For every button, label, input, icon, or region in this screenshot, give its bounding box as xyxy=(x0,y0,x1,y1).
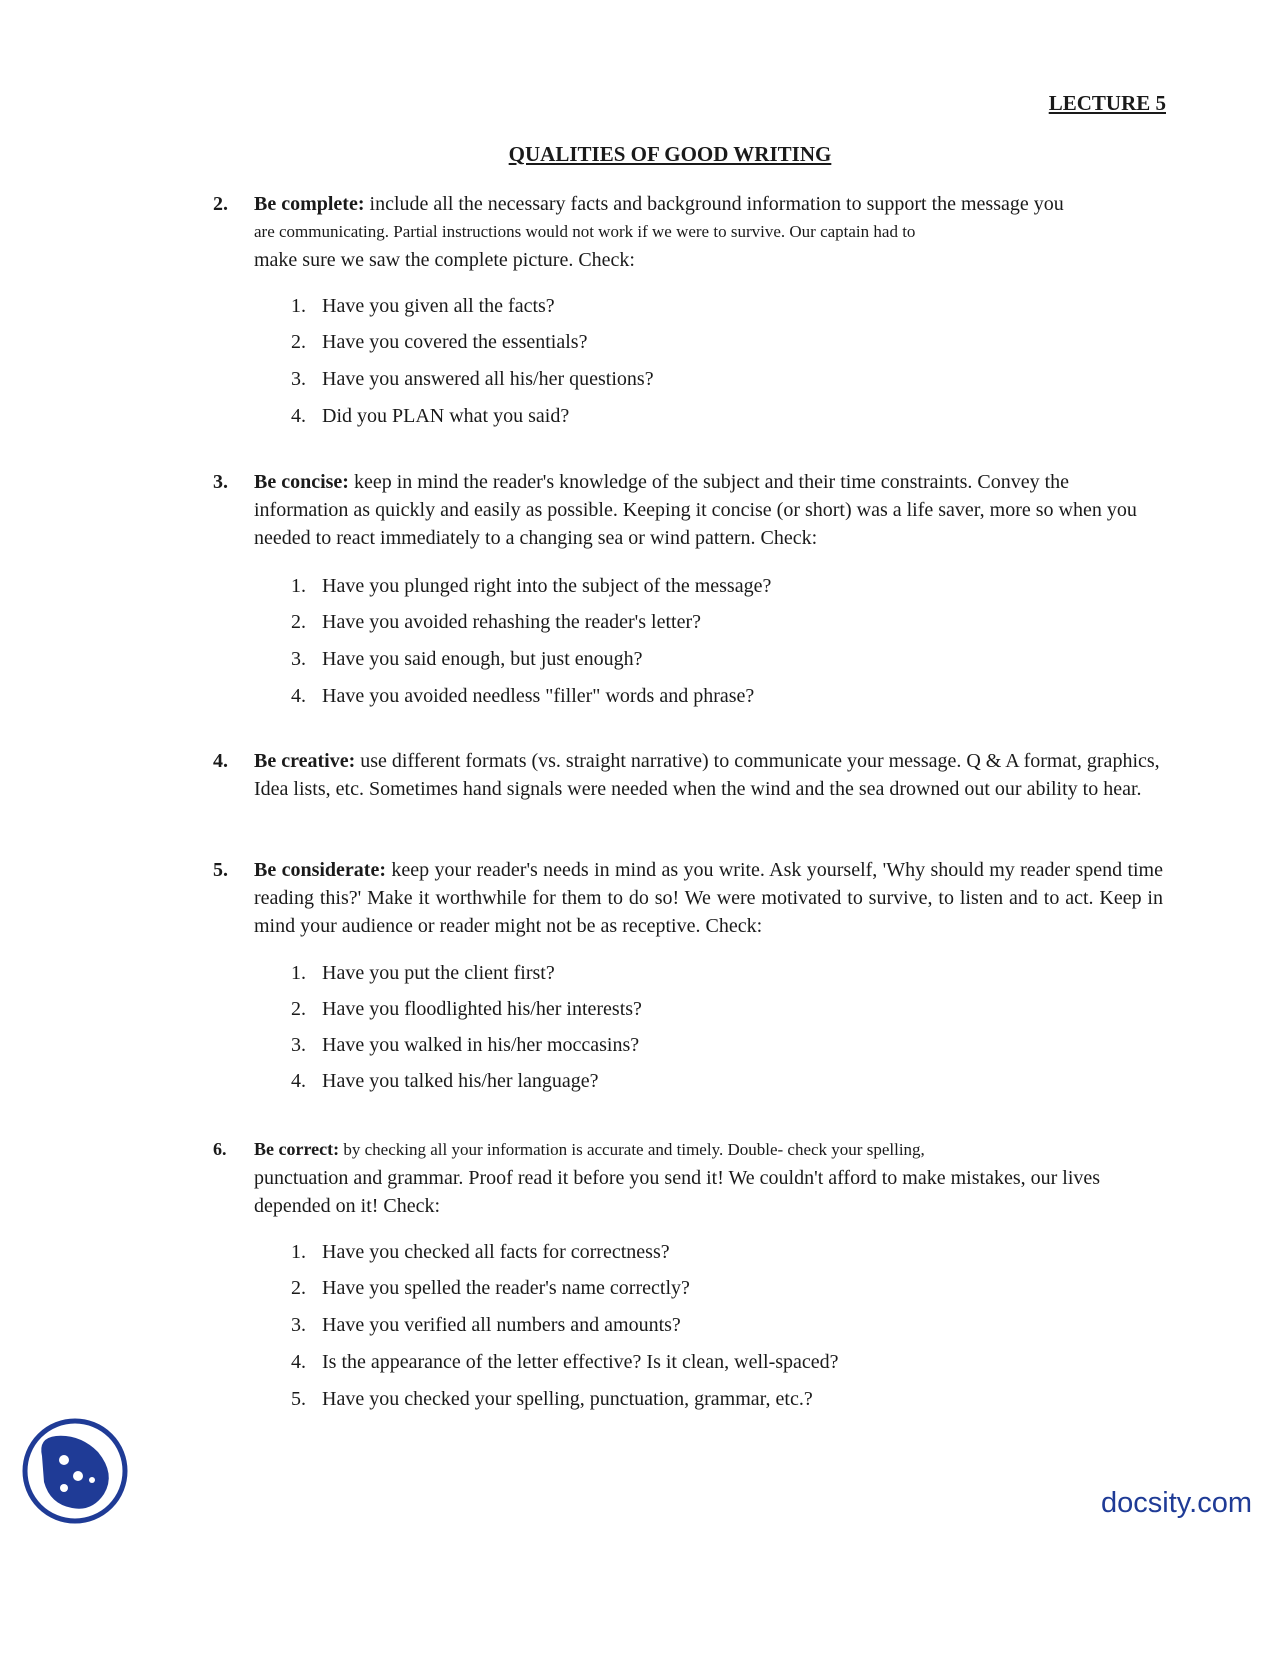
section-body xyxy=(254,856,1163,940)
checklist-text: Have you said enough, but just enough? xyxy=(322,648,643,670)
lecture-label: LECTURE 5 xyxy=(1048,91,1166,115)
checklist-text: Have you checked your spelling, punctuation, grammar, etc.? xyxy=(322,1388,813,1410)
checklist-text: Have you avoided rehashing the reader's letter? xyxy=(322,611,701,633)
checklist-number: 4. xyxy=(291,685,306,707)
section-be-creative xyxy=(213,747,1163,803)
section-body xyxy=(254,190,1163,274)
section-body xyxy=(254,747,1163,803)
checklist-be-concise xyxy=(278,575,1158,707)
checklist-text: Have you walked in his/her moccasins? xyxy=(322,1034,640,1056)
checklist-text: Have you verified all numbers and amounts? xyxy=(322,1314,681,1336)
section-heading: Be complete: xyxy=(254,193,365,215)
checklist-number: 1. xyxy=(291,1241,306,1263)
section-number: 3. xyxy=(213,471,228,493)
checklist-number: 2. xyxy=(291,1277,306,1299)
page-title: QUALITIES OF GOOD WRITING xyxy=(508,142,832,166)
section-text: make sure we saw the complete picture. Check: xyxy=(254,249,635,271)
checklist-number: 2. xyxy=(291,611,306,633)
checklist-text: Have you talked his/her language? xyxy=(322,1070,599,1092)
checklist-text: Have you checked all facts for correctness? xyxy=(322,1241,670,1263)
checklist-number: 2. xyxy=(291,998,306,1020)
section-heading: Be correct: xyxy=(254,1139,340,1159)
section-be-considerate xyxy=(213,856,1163,940)
section-text: by checking all your information is accurate and timely. Double- check your spelling, xyxy=(339,1140,925,1159)
docsity-logo-icon xyxy=(20,1416,130,1526)
section-text: use different formats (vs. straight narrative) to communicate your message. Q & A format, graphics, Idea lists, etc. Sometimes hand signals were needed when the wind and the sea drowned out our ability to hear. xyxy=(254,750,1160,800)
section-be-correct xyxy=(213,1135,1163,1220)
section-number: 4. xyxy=(213,750,228,772)
section-be-complete xyxy=(213,190,1163,274)
checklist-text: Have you spelled the reader's name correctly? xyxy=(322,1277,690,1299)
section-line xyxy=(254,1135,1163,1164)
checklist-number: 4. xyxy=(291,1351,306,1373)
checklist-number: 1. xyxy=(291,295,306,317)
checklist-number: 3. xyxy=(291,368,306,390)
section-be-concise xyxy=(213,468,1163,552)
checklist-number: 3. xyxy=(291,1314,306,1336)
checklist-be-considerate xyxy=(278,962,1158,1092)
checklist-text: Have you covered the essentials? xyxy=(322,331,588,353)
section-heading: Be creative: xyxy=(254,750,356,772)
checklist-text: Did you PLAN what you said? xyxy=(322,405,570,427)
checklist-number: 3. xyxy=(291,648,306,670)
section-text: are communicating. Partial instructions would not work if we were to survive. Our captain had to xyxy=(254,222,916,241)
section-number: 5. xyxy=(213,859,228,881)
checklist-text: Have you plunged right into the subject of the message? xyxy=(322,575,772,597)
checklist-number: 1. xyxy=(291,575,306,597)
checklist-be-correct xyxy=(278,1241,1158,1410)
section-number: 2. xyxy=(213,193,228,215)
checklist-text: Have you given all the facts? xyxy=(322,295,555,317)
checklist-number: 2. xyxy=(291,331,306,353)
checklist-number: 5. xyxy=(291,1388,306,1410)
section-number: 6. xyxy=(213,1139,227,1159)
section-body xyxy=(254,1135,1163,1220)
checklist-text: Have you avoided needless "filler" words and phrase? xyxy=(322,685,755,707)
checklist-number: 4. xyxy=(291,1070,306,1092)
section-text: keep your reader's needs in mind as you write. Ask yourself, 'Why should my reader spend time reading this?' Make it worthwhile for them to do so! We were motivated to survive, to listen and to act. Keep in mind your audience or reader might not be as receptive. Check: xyxy=(254,859,1163,937)
checklist-text: Have you answered all his/her questions? xyxy=(322,368,654,390)
section-text: punctuation and grammar. Proof read it before you send it! We couldn't afford to make mistakes, our lives depended on it! Check: xyxy=(254,1167,1101,1217)
section-heading: Be considerate: xyxy=(254,859,386,881)
checklist-number: 1. xyxy=(291,962,306,984)
checklist-be-complete xyxy=(278,295,1158,427)
checklist-text: Is the appearance of the letter effective? Is it clean, well-spaced? xyxy=(322,1351,839,1373)
section-heading: Be concise: xyxy=(254,471,349,493)
checklist-text: Have you floodlighted his/her interests? xyxy=(322,998,642,1020)
checklist-number: 3. xyxy=(291,1034,306,1056)
checklist-text: Have you put the client first? xyxy=(322,962,555,984)
section-line xyxy=(254,190,1163,218)
section-text: include all the necessary facts and background information to support the message you xyxy=(364,193,1064,215)
brand-link[interactable]: docsity.com xyxy=(1101,1487,1252,1519)
section-body xyxy=(254,468,1163,552)
section-text: keep in mind the reader's knowledge of the subject and their time constraints. Convey the information as quickly and easily as possible. Keeping it concise (or short) was a life saver, more so when you needed to react immediately to a changing sea or wind pattern. Check: xyxy=(254,471,1137,549)
checklist-number: 4. xyxy=(291,405,306,427)
